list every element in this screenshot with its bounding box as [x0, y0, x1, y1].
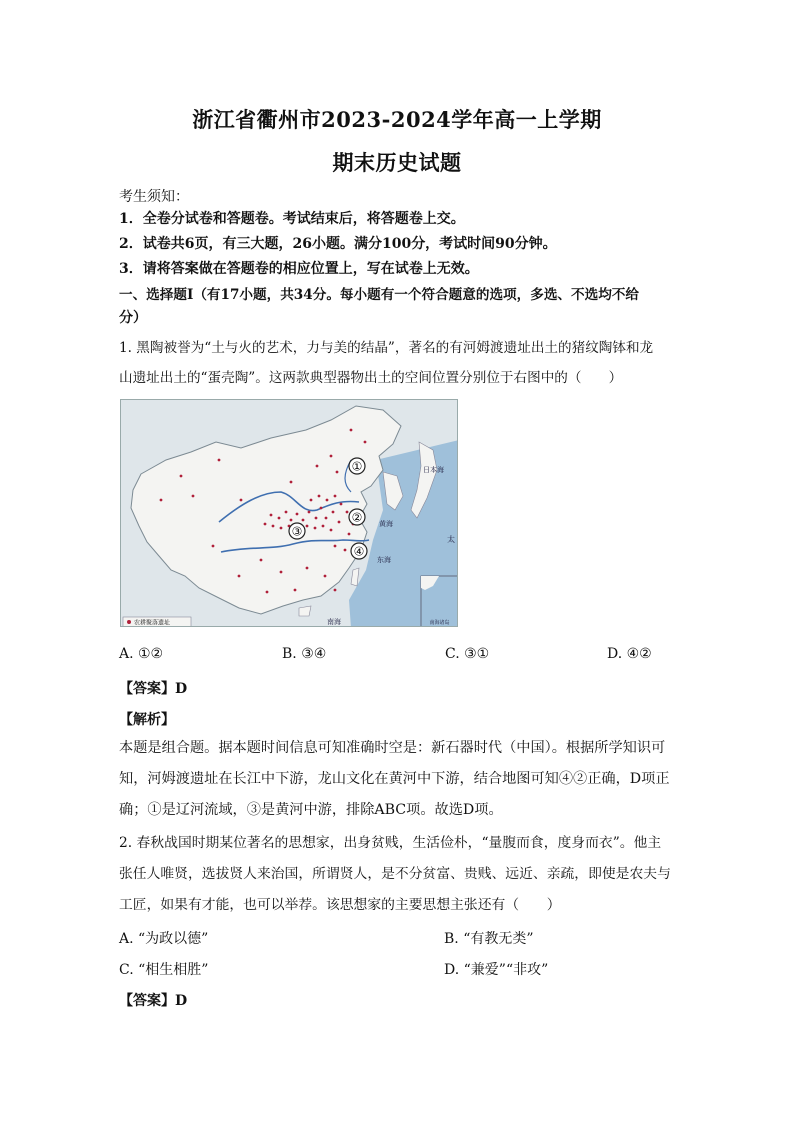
q1-option-d: D. ④②: [607, 646, 652, 662]
question-1-stem: 1. 黑陶被誉为“土与火的艺术，力与美的结晶”，著名的有河姆渡遗址出土的猪纹陶钵和龙: [119, 340, 654, 356]
notice-item: 2．试卷共6页，有三大题，26小题。满分100分，考试时间90分钟。: [119, 236, 557, 252]
q1-analysis-line: 知，河姆渡遗址在长江中下游，龙山文化在黄河中下游，结合地图可知④②正确，D项正: [119, 771, 670, 787]
q1-analysis: [119, 733, 679, 826]
q1-option-c: C. ③①: [445, 646, 490, 662]
section-heading-cont: 分）: [119, 310, 147, 326]
marker-3: [289, 523, 305, 539]
marker-1: [349, 458, 365, 474]
sea-label-yellow: 黄海: [379, 520, 393, 528]
q2-stem-line: 工匠，如果有才能，也可以举荐。该思想家的主要思想主张还有（ ）: [119, 897, 561, 913]
china-map-figure: [120, 399, 458, 627]
q2-answer: 【答案】D: [119, 993, 188, 1009]
notice-item: 3．请将答案做在答题卷的相应位置上，写在试卷上无效。: [119, 261, 479, 277]
q2-option-a: A. “为政以德”: [119, 931, 209, 947]
marker-4: [351, 543, 367, 559]
q1-analysis-line: 确；①是辽河流域，③是黄河中游，排除ABC项。故选D项。: [119, 802, 503, 818]
page-subtitle: 期末历史试题: [332, 150, 462, 175]
sea-label-japan: 日本海: [423, 466, 444, 474]
sea-label-east: 东海: [377, 556, 391, 564]
svg-text:南海诸岛: 南海诸岛: [429, 620, 450, 626]
q2-option-d: D. “兼爱”“非攻”: [444, 962, 549, 978]
q1-option-a: A. ①②: [119, 646, 164, 662]
svg-text:农耕聚落遗址: 农耕聚落遗址: [134, 619, 171, 627]
hainan-landmass: [299, 606, 311, 616]
svg-text:③: ③: [291, 524, 303, 539]
question-1-stem-cont: 山遗址出土的“蛋壳陶”。这两款典型器物出土的空间位置分别位于右图中的（ ）: [119, 370, 623, 386]
svg-text:④: ④: [353, 544, 365, 559]
q2-stem-line: 张任人唯贤，选拔贤人来治国，所谓贤人，是不分贫富、贵贱、远近、亲疏，即使是农夫与: [119, 866, 671, 882]
inset-south-sea-islands: [421, 576, 458, 627]
svg-text:①: ①: [351, 459, 363, 474]
q1-option-b: B. ③④: [282, 646, 327, 662]
q2-option-b: B. “有教无类”: [444, 931, 534, 947]
china-map: [121, 400, 458, 627]
svg-text:②: ②: [351, 510, 363, 525]
sea-label-south: 南海: [327, 618, 341, 626]
q2-option-c: C. “相生相胜”: [119, 962, 209, 978]
question-2-stem: [119, 828, 679, 921]
page-title: 浙江省衢州市2023-2024学年高一上学期: [192, 107, 602, 132]
notice-item: 1．全卷分试卷和答题卷。考试结束后，将答题卷上交。: [119, 211, 465, 227]
q1-analysis-heading: 【解析】: [119, 712, 175, 728]
section-heading: 一、选择题Ⅰ（有17小题，共34分。每小题有一个符合题意的选项，多选、不选均不给: [119, 287, 639, 303]
q1-answer: 【答案】D: [119, 681, 188, 697]
q1-analysis-line: 本题是组合题。据本题时间信息可知准确时空是：新石器时代（中国）。根据所学知识可: [119, 740, 666, 756]
q2-stem-line: 2. 春秋战国时期某位著名的思想家，出身贫贱，生活俭朴，“量腹而食，度身而衣”。他主: [119, 835, 662, 851]
sea-label-pacific: 太: [447, 535, 455, 544]
marker-2: [349, 509, 365, 525]
notice-heading: 考生须知：: [119, 189, 189, 205]
map-legend: [123, 617, 191, 627]
